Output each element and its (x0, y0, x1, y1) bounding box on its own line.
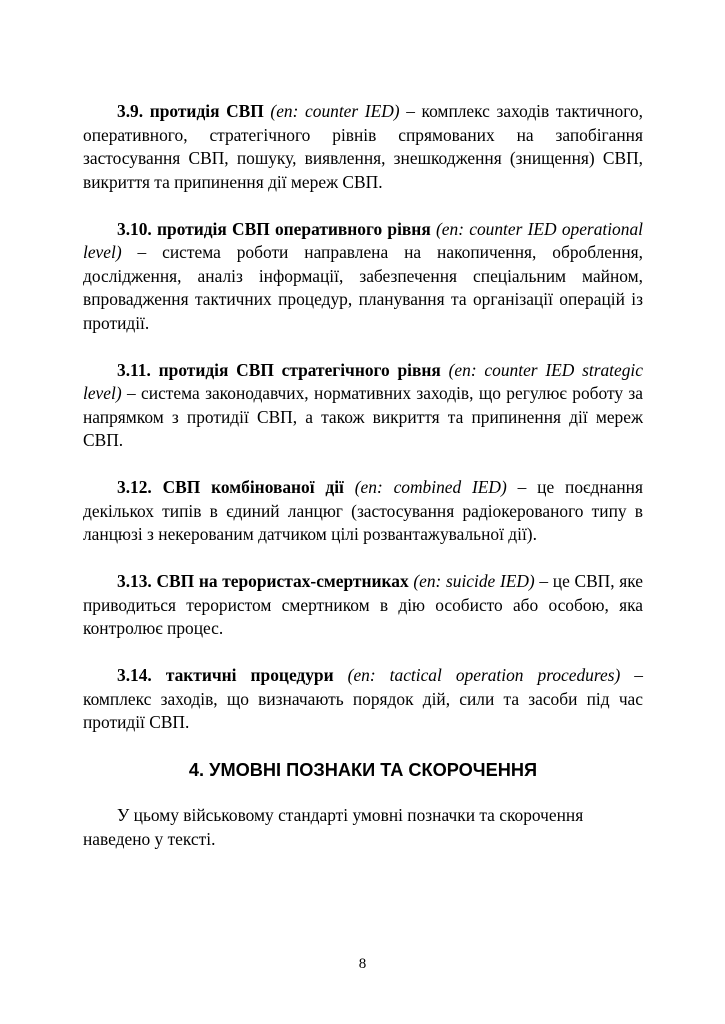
definition-term: СВП на терористах-смертниках (156, 571, 409, 591)
definition-number: 3.11. (117, 359, 151, 380)
definition-english: (en: counter IED) (270, 101, 400, 121)
definition-term: протидія СВП (149, 101, 264, 121)
definition-text: – комплекс заходів тактичного, оперативного, стратегічного рівнів спрямованих на запобігання застосування СВП, пошуку, виявлення, знешкодження (знищення) СВП, викриття та припинення дії мереж СВП. (83, 101, 643, 192)
page-number: 8 (358, 956, 367, 972)
definition-number: 3.14. (117, 665, 152, 685)
definition-number: 3.12. (117, 477, 152, 497)
definition-text: – це СВП, яке приводиться терористом смертником в дію особисто або особою, яка контролює процес. (83, 571, 643, 638)
definition-number: 3.9. (117, 101, 144, 121)
document-page (83, 100, 643, 851)
definition-english: (en: suicide IED) (413, 571, 535, 591)
definition-text: – система законодавчих, нормативних заходів, що регулює роботу за напрямком з протидії СВП, а також викриття та припинення дії мереж СВП. (83, 383, 643, 450)
definition-term: тактичні процедури (165, 665, 334, 685)
definition-term: протидія СВП стратегічного рівня (158, 359, 441, 380)
definition-entry (83, 218, 643, 336)
definition-english: (en: counter IED strategic level) (83, 359, 643, 403)
section-paragraph: У цьому військовому стандарті умовні позначки та скорочення наведено у тексті. (83, 805, 584, 849)
definition-term: протидія СВП оперативного рівня (157, 218, 431, 239)
definition-english: (en: tactical operation procedures) (347, 665, 621, 685)
definition-entry (83, 664, 643, 735)
definition-number: 3.13. (117, 571, 152, 591)
definition-entry (83, 359, 643, 453)
definition-english: (en: combined IED) (354, 477, 507, 497)
definition-term: СВП комбінованої дії (162, 477, 344, 497)
definition-number: 3.10. (117, 218, 152, 239)
section-heading: 4. УМОВНІ ПОЗНАКИ ТА СКОРОЧЕННЯ (188, 760, 538, 780)
definition-entry (83, 476, 643, 547)
definition-text: – комплекс заходів, що визначають порядок дій, сили та засоби під час протидії СВП. (83, 665, 643, 732)
definition-entry (83, 100, 643, 194)
definition-text: – система роботи направлена на накопичення, оброблення, дослідження, аналіз інформації, забезпечення спеціальним майном, впровадження тактичних процедур, планування та організації операцій із протидії. (83, 242, 643, 333)
definition-text: – це поєднання декількох типів в єдиний ланцюг (застосування радіокерованого типу в ланцюзі з некерованим датчиком цілі розвантажувальної дії). (83, 477, 643, 544)
definition-english: (en: counter IED operational level) (83, 218, 643, 262)
definition-entry (83, 570, 643, 641)
